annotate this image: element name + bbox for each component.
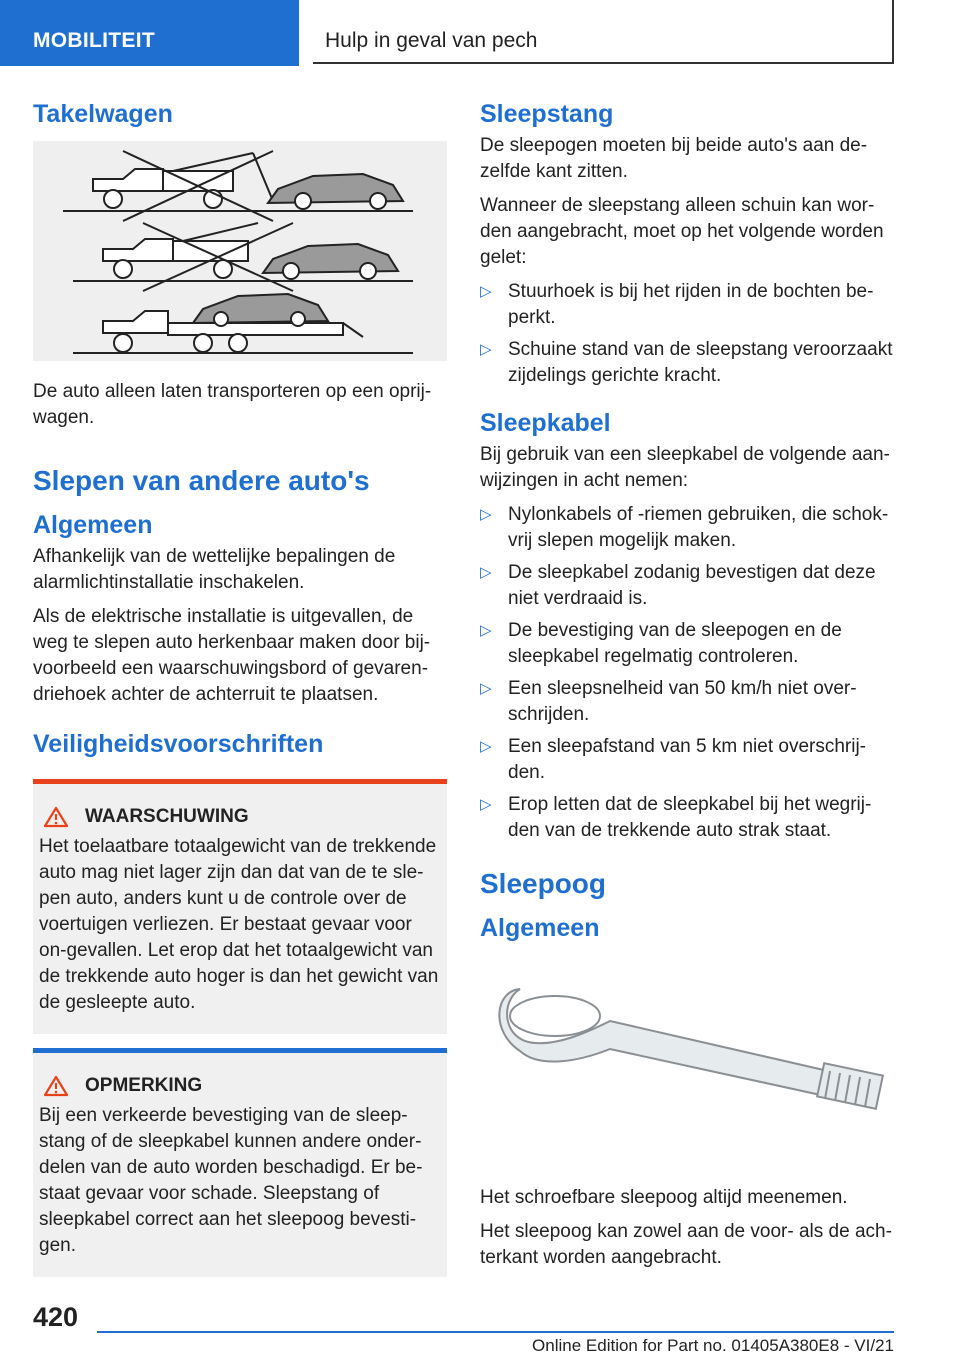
warning-title-row (39, 806, 439, 828)
header-chapter-box (313, 0, 894, 64)
warning-text: Het toelaatbare totaalgewicht van de trekkende auto mag niet lager zijn dan dat van de te sle-pen auto, anders kunt u de controle over de voertuigen verliezen. Er bestaat gevaar voor on-gevallen. Let erop dat het totaalgewicht van de trekkende auto hoger is dan het gewicht van de gesleepte auto. (39, 836, 439, 1013)
sleepoog-paragraph-2: Het sleepoog kan zowel aan de voor- als de ach-terkant worden aangebracht. (480, 1221, 892, 1268)
header-section-label: MOBILITEIT (33, 29, 155, 52)
slepen-heading: Slepen van andere auto's (33, 465, 370, 496)
bullet-triangle-icon: ▷ (480, 738, 492, 755)
takelwagen-heading: Takelwagen (33, 100, 173, 128)
warning-triangle-icon (43, 1075, 69, 1097)
page-number: 420 (33, 1302, 79, 1332)
sleepoog-paragraph-1: Het schroefbare sleepoog altijd meenemen. (480, 1187, 848, 1208)
left-column (33, 100, 447, 1277)
header-section-tab (0, 0, 299, 66)
list-item: ▷ Schuine stand van de sleepstang veroorzaakt zijdelings gerichte kracht. (480, 339, 893, 386)
note-box (33, 1048, 447, 1277)
bullet-triangle-icon: ▷ (480, 796, 492, 813)
sleepkabel-heading: Sleepkabel (480, 409, 611, 437)
sleepkabel-paragraph: Bij gebruik van een sleepkabel de volgende aan-wijzingen in acht nemen: (480, 444, 890, 491)
tow-truck-illustration (33, 141, 447, 361)
bullet-triangle-icon: ▷ (480, 283, 492, 300)
takelwagen-text: De auto alleen laten transporteren op een oprij-wagen. (33, 381, 432, 428)
list-item: ▷ Een sleepafstand van 5 km niet overschrij-den. (480, 736, 867, 783)
bullet-triangle-icon: ▷ (480, 680, 492, 697)
tow-eye-illustration (480, 951, 894, 1171)
sleepstang-heading: Sleepstang (480, 100, 614, 128)
footer-edition: Online Edition for Part no. 01405A380E8 - VI/21 (532, 1336, 894, 1355)
sleepstang-paragraph-2: Wanneer de sleepstang alleen schuin kan wor-den aangebracht, moet op het volgende worden gelet: (480, 195, 884, 268)
bullet-triangle-icon: ▷ (480, 341, 492, 358)
sleepoog-algemeen-heading: Algemeen (480, 914, 600, 942)
note-title: OPMERKING (85, 1075, 203, 1096)
list-item: ▷ Erop letten dat de sleepkabel bij het wegrij-den van de trekkende auto strak staat. (480, 794, 872, 841)
warning-triangle-icon (43, 806, 69, 828)
list-item: ▷ De sleepkabel zodanig bevestigen dat deze niet verdraaid is. (480, 562, 876, 609)
right-column (480, 100, 894, 1279)
warning-title: WAARSCHUWING (85, 806, 249, 827)
list-item: ▷ Nylonkabels of -riemen gebruiken, die schok-vrij slepen mogelijk maken. (480, 504, 889, 551)
algemeen-paragraph-1: Afhankelijk van de wettelijke bepalingen de alarmlichtinstallatie inschakelen. (33, 546, 396, 593)
sleepstang-paragraph-1: De sleepogen moeten bij beide auto's aan de-zelfde kant zitten. (480, 135, 868, 182)
list-item: ▷ Stuurhoek is bij het rijden in de bochten be-perkt. (480, 281, 874, 328)
sleepoog-heading: Sleepoog (480, 868, 607, 899)
warning-box (33, 779, 447, 1034)
note-title-row (39, 1075, 439, 1097)
algemeen-heading: Algemeen (33, 511, 153, 539)
list-item: ▷ Een sleepsnelheid van 50 km/h niet over-schrijden. (480, 678, 857, 725)
sleepkabel-list (480, 502, 894, 844)
note-text: Bij een verkeerde bevestiging van de sleep-stang of de sleepkabel kunnen andere onder-delen van de auto worden beschadigd. Er be-staat gevaar voor schade. Sleepstang of sleepkabel correct aan het sleepoog bevesti-gen. (39, 1105, 423, 1256)
list-item: ▷ De bevestiging van de sleepogen en de sleepkabel regelmatig controleren. (480, 620, 842, 667)
header-chapter-label: Hulp in geval van pech (325, 29, 538, 52)
bullet-triangle-icon: ▷ (480, 622, 492, 639)
bullet-triangle-icon: ▷ (480, 564, 492, 581)
veiligheid-heading: Veiligheidsvoorschriften (33, 730, 324, 758)
bullet-triangle-icon: ▷ (480, 506, 492, 523)
footer-divider (97, 1331, 894, 1333)
sleepstang-list (480, 279, 894, 389)
algemeen-paragraph-2: Als de elektrische installatie is uitgevallen, de weg te slepen auto herkenbaar maken door bij-voorbeeld een waarschuwingsbord of gevaren-driehoek achter de achterruit te plaatsen. (33, 606, 431, 705)
